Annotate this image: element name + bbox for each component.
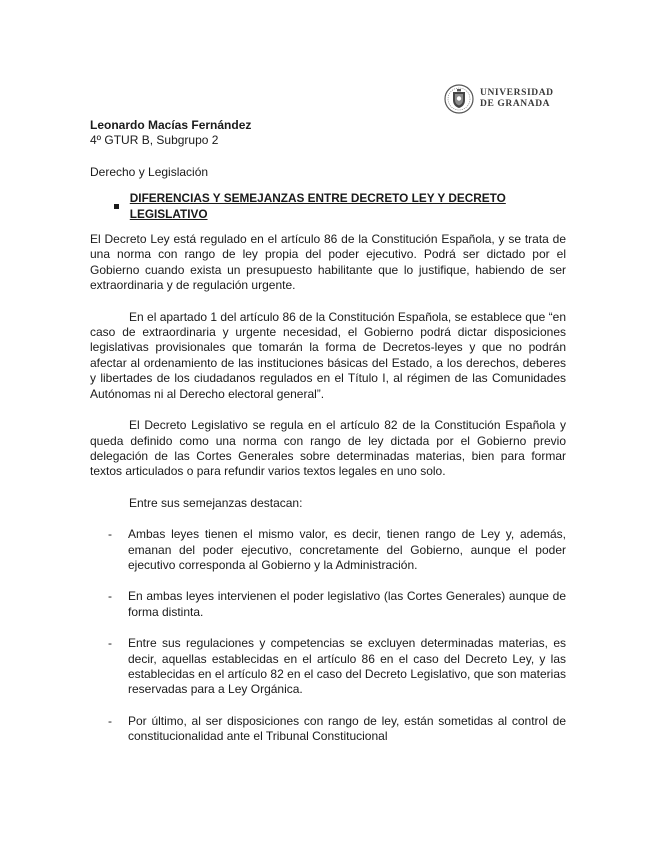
dash-bullet: - [108,527,112,542]
list-item-text: Ambas leyes tienen el mismo valor, es decir, tienen rango de Ley y, además, emanan del poder ejecutivo, concretamente del Gobierno, aunque el poder ejecutivo corresponda al Gobierno y la Administración. [128,527,566,572]
university-name-line2: DE GRANADA [480,99,551,109]
paragraph-decreto-legislativo: El Decreto Legislativo se regula en el artículo 82 de la Constitución Española y queda definido como una norma con rango de ley dictada por el Gobierno previo delegación de las Cortes Generales sobre determinadas materias, bien para formar textos articulados o para refundir varios textos legales en uno solo. [90,418,566,479]
subject: Derecho y Legislación [90,164,209,179]
document-body [90,118,566,761]
paragraph-decreto-ley: El Decreto Ley está regulado en el artículo 86 de la Constitución Española, y se trata de una norma con rango de ley propia del poder ejecutivo. Podrá ser dictado por el Gobierno cuando exista un presupuesto habilitante que lo justifique, habiendo de ser extraordinaria y de regulación urgente. [90,232,566,293]
university-logo [444,82,574,116]
similarities-list [90,527,566,744]
list-item-text: En ambas leyes intervienen el poder legislativo (las Cortes Generales) aunque de forma distinta. [128,589,566,619]
section-title: DIFERENCIAS Y SEMEJANZAS ENTRE DECRETO LEY Y DECRETO LEGISLATIVO [129,191,506,221]
dash-bullet: - [108,636,112,651]
author-name: Leonardo Macías Fernández [90,118,252,132]
similarities-intro: Entre sus semejanzas destacan: [129,495,303,510]
list-item [90,714,566,745]
square-bullet-icon [114,204,119,209]
author-group: 4º GTUR B, Subgrupo 2 [90,133,219,148]
section-heading [90,191,566,222]
dash-bullet: - [108,713,112,728]
list-item-text: Por último, al ser disposiciones con rango de ley, están sometidas al control de constitucionalidad ante el Tribunal Constitucional [128,713,566,744]
university-name-line1: UNIVERSIDAD [480,88,554,98]
dash-bullet: - [108,589,112,604]
list-item [90,636,566,698]
list-item-text: Entre sus regulaciones y competencias se excluyen determinadas materias, es decir, aquellas establecidas en el artículo 86 en el caso del Decreto Ley, y las establecidas en el artículo 82 en el caso del Decreto Legislativo, que son materias reservadas para a Ley Orgánica. [128,636,566,697]
university-crest-icon [444,83,474,115]
paragraph-article-86: En el apartado 1 del artículo 86 de la Constitución Española, se establece que “en caso de extraordinaria y urgente necesidad, el Gobierno podrá dictar disposiciones legislativas provisionales que tomarán la forma de Decretos-leyes y que no podrán afectar al ordenamiento de las instituciones básicas del Estado, a los derechos, deberes y libertades de los ciudadanos regulados en el Título I, al régimen de las Comunidades Autónomas ni al Derecho electoral general”. [90,309,566,401]
university-name [480,88,554,110]
list-item [90,527,566,573]
list-item [90,589,566,620]
